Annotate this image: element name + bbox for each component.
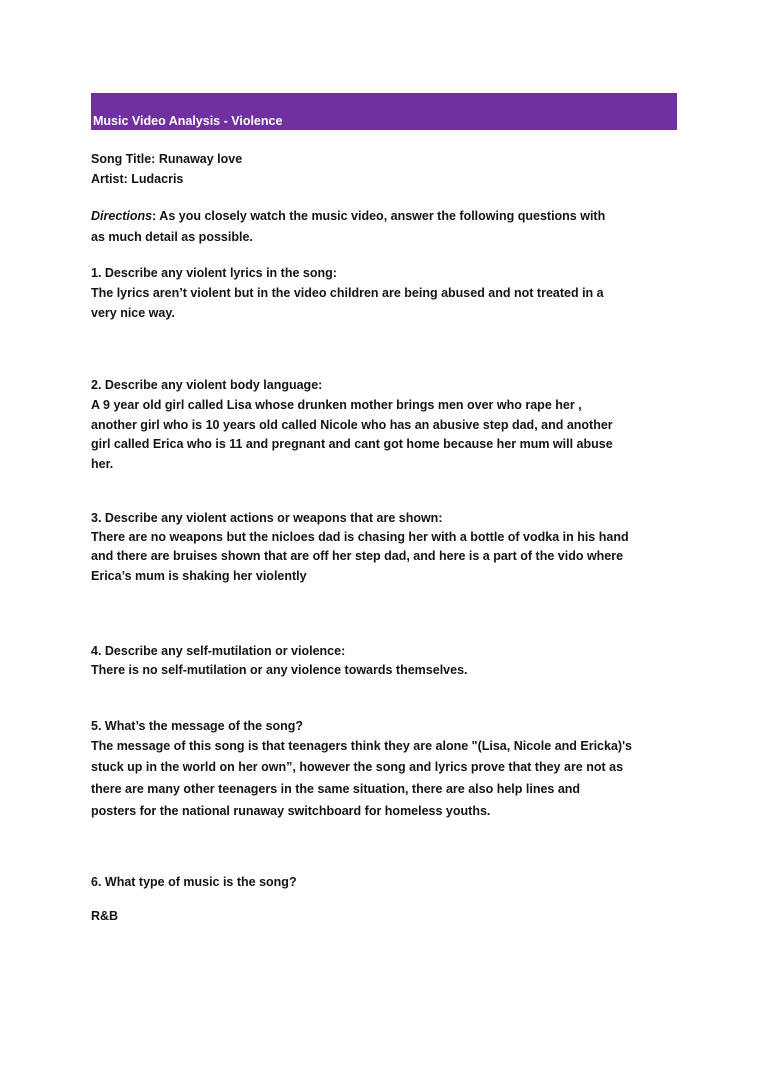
answer-3-line-3: Erica’s mum is shaking her violently: [91, 569, 307, 583]
answer-1-line-2: very nice way.: [91, 306, 175, 320]
question-5: 5. What’s the message of the song?: [91, 719, 304, 733]
question-2: 2. Describe any violent body language:: [91, 378, 323, 392]
answer-5-line-3: there are many other teenagers in the same situation, there are also help lines and: [91, 782, 581, 796]
header-band: [91, 93, 677, 130]
song-title-line: Song Title: Runaway love: [91, 152, 243, 166]
directions-line-1: [91, 208, 691, 224]
question-3: 3. Describe any violent actions or weapons that are shown:: [91, 511, 443, 525]
answer-5-line-4: posters for the national runaway switchboard for homeless youths.: [91, 804, 491, 818]
answer-4-line-1: There is no self-mutilation or any violence towards themselves.: [91, 663, 468, 677]
question-6: 6. What type of music is the song?: [91, 875, 297, 889]
answer-2-line-3: girl called Erica who is 11 and pregnant and cant got home because her mum will abuse: [91, 437, 613, 451]
answer-5-line-1: The message of this song is that teenagers think they are alone "(Lisa, Nicole and Ericka)'s: [91, 739, 633, 753]
answer-5-line-2: stuck up in the world on her own”, however the song and lyrics prove that they are not as: [91, 760, 624, 774]
answer-2-line-4: her.: [91, 457, 114, 471]
artist-line: Artist: Ludacris: [91, 172, 184, 186]
answer-3-line-2: and there are bruises shown that are off her step dad, and here is a part of the vido where: [91, 549, 624, 563]
answer-3-line-1: There are no weapons but the nicloes dad is chasing her with a bottle of vodka in his hand: [91, 530, 629, 544]
answer-2-line-1: A 9 year old girl called Lisa whose drunken mother brings men over who rape her ,: [91, 398, 582, 412]
directions-line-2: as much detail as possible.: [91, 230, 253, 244]
directions-text-1: : As you closely watch the music video, answer the following questions with: [152, 209, 606, 223]
directions-label: Directions: [91, 209, 153, 223]
answer-2-line-2: another girl who is 10 years old called Nicole who has an abusive step dad, and another: [91, 418, 613, 432]
question-4: 4. Describe any self-mutilation or violence:: [91, 644, 346, 658]
answer-6-line-1: R&B: [91, 909, 119, 923]
question-1: 1. Describe any violent lyrics in the song:: [91, 266, 337, 280]
answer-1-line-1: The lyrics aren’t violent but in the video children are being abused and not treated in a: [91, 286, 604, 300]
document-title: Music Video Analysis - Violence: [93, 114, 283, 128]
